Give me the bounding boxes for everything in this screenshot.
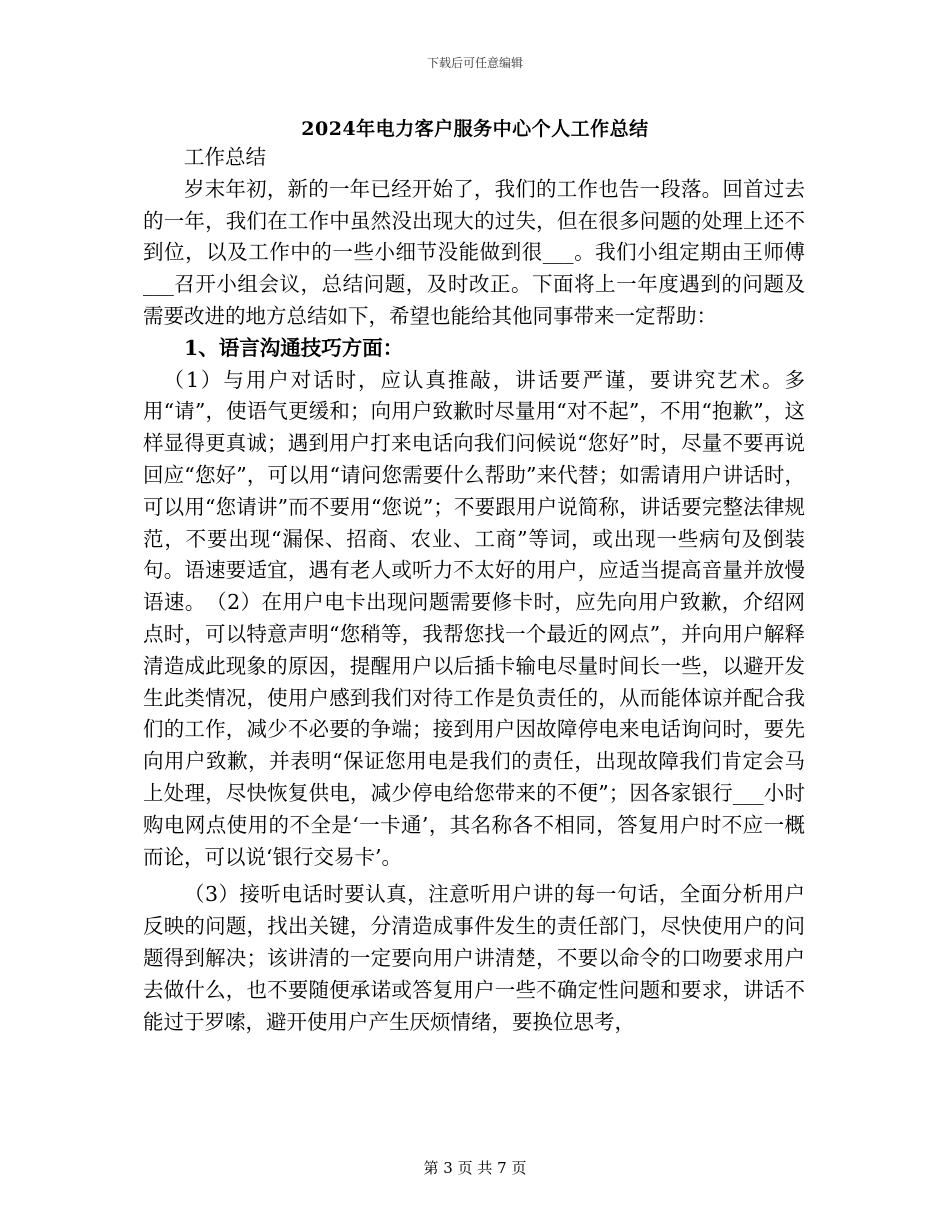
paragraph-1-2: （1）与用户对话时，应认真推敲，讲话要严谨，要讲究艺术。多用“请”，使语气更缓和；向用户致歉时尽量用“对不起”，不用“抱歉”，这样显得更真诚；遇到用户打来电话向我们问候说“您好”时，尽量不要再说回应“您好”，可以用“请问您需要什么帮助”来代替；如需请用户讲话时，可以用“您请讲”而不要用“您说”；不要跟用户说简称，讲话要完整法律规范，不要出现“漏保、招商、农业、工商”等词，或出现一些病句及倒装句。语速要适宜，遇有老人或听力不太好的用户，应适当提高音量并放慢语速。 （2）在用户电卡出现问题需要修卡时，应先向用户致歉，介绍网点时，可以特意声明“您稍等，我帮您找一个最近的网点”，并向用户解释清造成此现象的原因，提醒用户以后插卡输电尽量时间长一些，以避开发生此类情况，使用户感到我们对待工作是负责任的，从而能体谅并配合我们的工作，减少不必要的争端；接到用户因故障停电来电话询问时，要先向用户致歉，并表明“保证您用电是我们的责任，出现故障我们肯定会马上处理，尽快恢复供电，减少停电给您带来的不便”；因各家银行___小时购电网点使用的不全是‘一卡通’，其名称各不相同，答复用户时不应一概而论，可以说‘银行交易卡’。 (143, 367, 805, 869)
document-body (143, 142, 805, 1038)
page-number: 第 3 页 共 7 页 (423, 1159, 527, 1177)
document-subtitle: 工作总结 (184, 145, 266, 169)
intro-paragraph: 岁末年初，新的一年已经开始了，我们的工作也告一段落。回首过去的一年，我们在工作中虽然没出现大的过失，但在很多问题的处理上还不到位，以及工作中的一些小细节没能做到很___。我们小组定期由王师傅___召开小组会议，总结问题，及时改正。下面将上一年度遇到的问题及需要改进的地方总结如下，希望也能给其他同事带来一定帮助： (143, 176, 805, 328)
paragraph-3: （3）接听电话时要认真，注意听用户讲的每一句话，全面分析用户反映的问题，找出关键，分清造成事件发生的责任部门，尽快使用户的问题得到解决；该讲清的一定要向用户讲清楚，不要以命令的口吻要求用户去做什么，也不要随便承诺或答复用户一些不确定性问题和要求，讲话不能过于罗嗦，避开使用户产生厌烦情绪，要换位思考， (143, 882, 805, 1034)
document-title: 2024年电力客户服务中心个人工作总结 (301, 118, 649, 140)
page-header-note: 下载后可任意编辑 (426, 56, 523, 70)
section-heading: 1、语言沟通技巧方面： (184, 335, 404, 360)
